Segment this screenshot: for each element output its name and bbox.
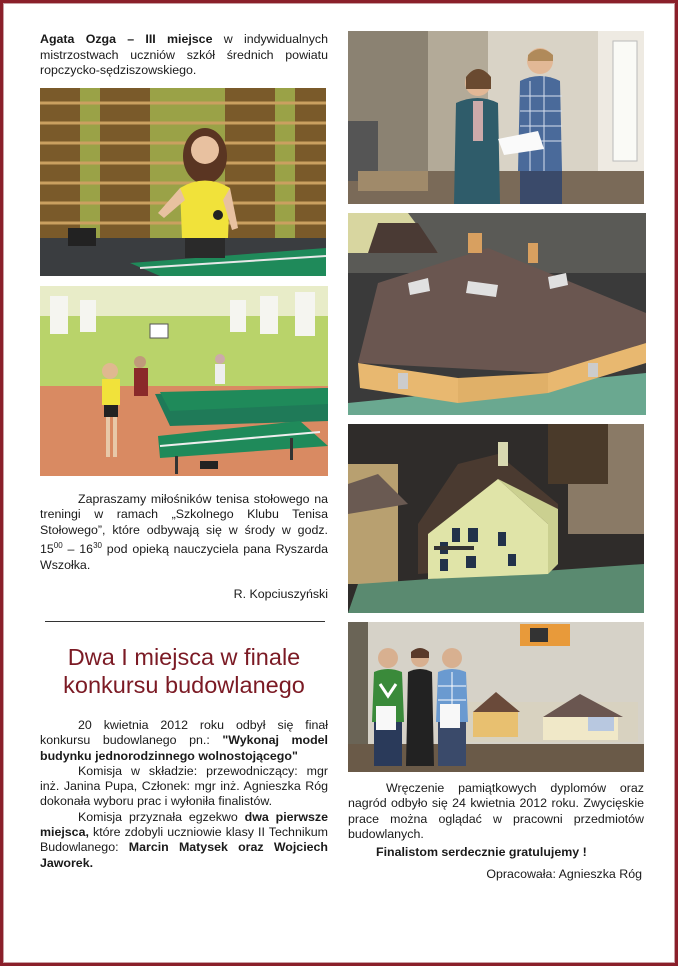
article-headline: Dwa I miejsca w finale konkursu budowlanego: [63, 644, 305, 698]
intro-name: Agata Ozga – III miejsce: [40, 32, 213, 46]
article-paragraph-3: [40, 810, 328, 871]
house-model-photo: [348, 213, 646, 415]
table-tennis-player-photo: [40, 88, 326, 276]
article-contest-title: "Wykonaj model budynku jednorodzinnego wolnostojącego": [40, 733, 328, 763]
intro-rest: w indywidualnych mistrzostwach uczniów szkół średnich powiatu ropczycko-sędziszowskiego.: [40, 32, 328, 78]
article-author: Opracowała: Agnieszka Róg: [486, 867, 642, 881]
article-p3-text-2: które zdobyli uczniowie klasy II Technikum Budowlanego:: [40, 825, 328, 855]
invite-time-end-minutes: 30: [93, 541, 102, 551]
intro-paragraph: [40, 32, 328, 79]
article-p3-text-1: Komisja przyznała egzekwo: [78, 809, 245, 824]
article-places: dwa pierwsze miejsca,: [40, 809, 328, 840]
congratulations-text: Finalistom serdecznie gratulujemy !: [376, 845, 587, 859]
tennis-invite-paragraph: [40, 492, 328, 573]
article-paragraph-1: [40, 718, 328, 764]
house-model-2-photo: [348, 424, 644, 613]
right-paragraph: Wręczenie pamiątkowych dyplomów oraz nagród odbyło się 24 kwietnia 2012 roku. Zwycięskie prace można oglądać w pracowni przedmiotów budowlanych.: [348, 781, 644, 841]
article-winners: Marcin Matysek oraz Wojciech Jaworek.: [40, 840, 328, 870]
article-body: [40, 718, 328, 871]
finalists-photo: [348, 622, 644, 772]
article-p1-text: 20 kwietnia 2012 roku odbył się finał konkursu budowlanego pn.:: [40, 718, 328, 748]
section-divider: [45, 621, 325, 622]
invite-time-start-minutes: 00: [53, 541, 63, 551]
invite-text-2: – 16: [62, 542, 94, 557]
sports-hall-photo: [40, 286, 328, 476]
award-ceremony-photo: [348, 31, 644, 204]
invite-author: R. Kopciuszyński: [233, 587, 328, 601]
article-paragraph-2: Komisja w składzie: przewodniczący: mgr inż. Janina Pupa, Członek: mgr inż. Agnieszka Róg dokonała wyboru prac i wyłoniła finalistów.: [40, 763, 328, 809]
congratulations-line: [348, 845, 644, 861]
invite-text-1: Zapraszamy miłośników tenisa stołowego na treningi w ramach „Szkolnego Klubu Tenisa Stołowego”, które odbywają się w środy w godz. 15: [40, 492, 328, 557]
invite-text-3: pod opieką nauczyciela pana Ryszarda Wszołka.: [40, 542, 328, 572]
